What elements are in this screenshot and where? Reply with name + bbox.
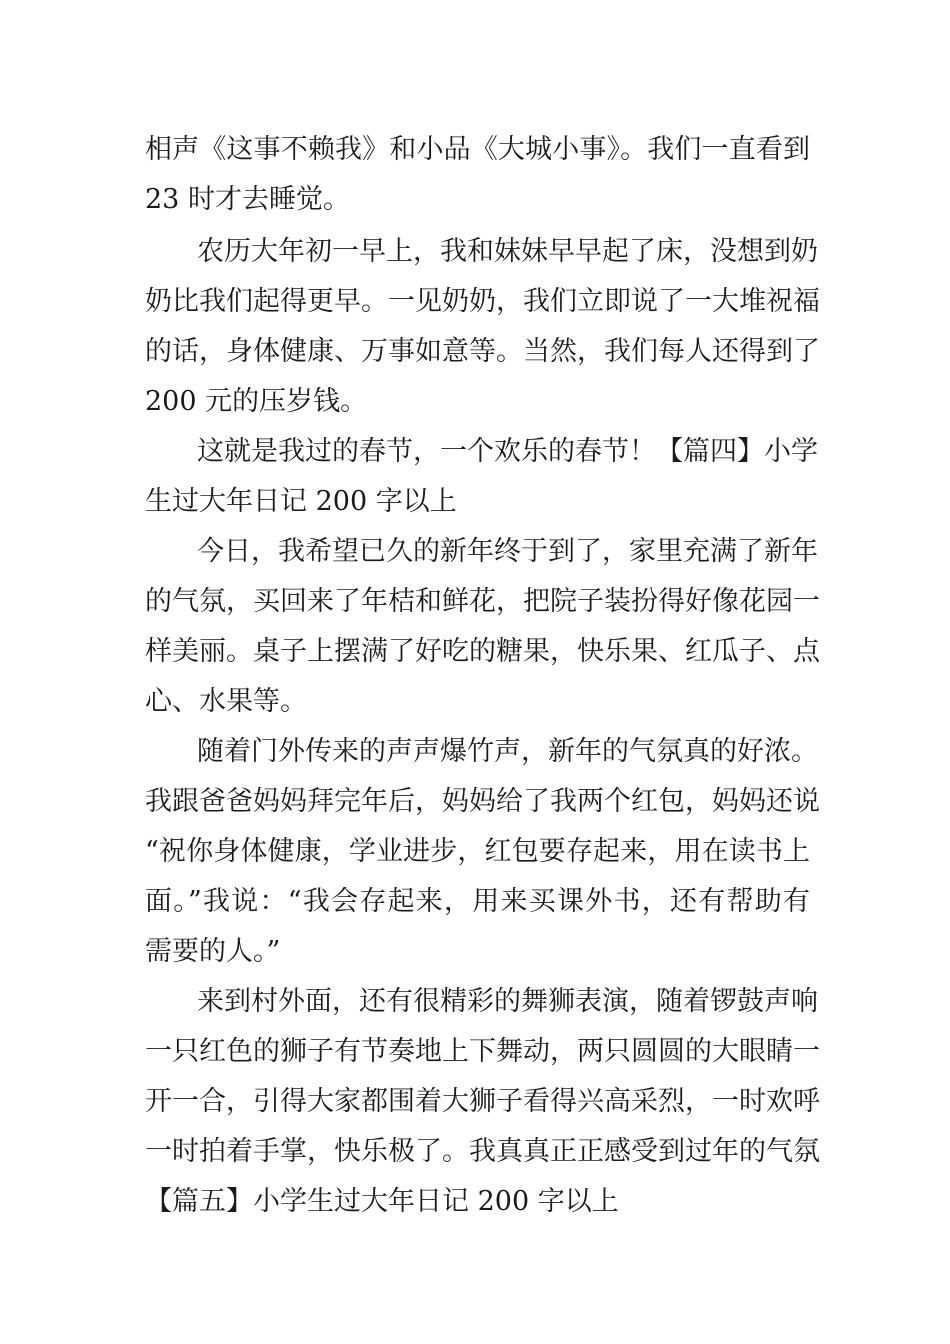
text-line: 奶比我们起得更早。一见奶奶，我们立即说了一大堆祝福 bbox=[145, 286, 820, 317]
text-line: 需要的人。” bbox=[145, 936, 281, 967]
section-heading: 【篇五】小学生过大年日记 200 字以上 bbox=[145, 1186, 619, 1217]
text-line: 心、水果等。 bbox=[145, 686, 307, 717]
text-line: 一时拍着手掌，快乐极了。我真真正正感受到过年的气氛 bbox=[145, 1136, 820, 1167]
text-line: 生过大年日记 200 字以上 bbox=[145, 486, 457, 517]
paragraph-first-line: 随着门外传来的声声爆竹声，新年的气氛真的好浓。 bbox=[197, 736, 818, 767]
text-line: 我跟爸爸妈妈拜完年后，妈妈给了我两个红包，妈妈还说 bbox=[145, 786, 820, 817]
text-line: 开一合，引得大家都围着大狮子看得兴高采烈，一时欢呼 bbox=[145, 1086, 820, 1117]
text-line: 相声《这事不赖我》和小品《大城小事》。我们一直看到 bbox=[145, 134, 810, 165]
paragraph-first-line: 来到村外面，还有很精彩的舞狮表演，随着锣鼓声响 bbox=[197, 986, 818, 1017]
text-line: 23 时才去睡觉。 bbox=[145, 184, 350, 215]
text-line: 的气氛，买回来了年桔和鲜花，把院子装扮得好像花园一 bbox=[145, 586, 820, 617]
paragraph-first-line: 今日，我希望已久的新年终于到了，家里充满了新年 bbox=[197, 536, 818, 567]
text-line: 一只红色的狮子有节奏地上下舞动，两只圆圆的大眼睛一 bbox=[145, 1036, 820, 1067]
text-line: 200 元的压岁钱。 bbox=[145, 386, 368, 417]
paragraph-first-line: 农历大年初一早上，我和妹妹早早起了床，没想到奶 bbox=[197, 236, 818, 267]
text-line: 面。”我说：“我会存起来，用来买课外书，还有帮助有 bbox=[145, 886, 810, 917]
text-line: 的话，身体健康、万事如意等。当然，我们每人还得到了 bbox=[145, 336, 820, 367]
text-line: 样美丽。桌子上摆满了好吃的糖果，快乐果、红瓜子、点 bbox=[145, 636, 820, 667]
text-line: “祝你身体健康，学业进步，红包要存起来，用在读书上 bbox=[145, 836, 810, 867]
paragraph-first-line: 这就是我过的春节，一个欢乐的春节！【篇四】小学 bbox=[197, 436, 818, 467]
